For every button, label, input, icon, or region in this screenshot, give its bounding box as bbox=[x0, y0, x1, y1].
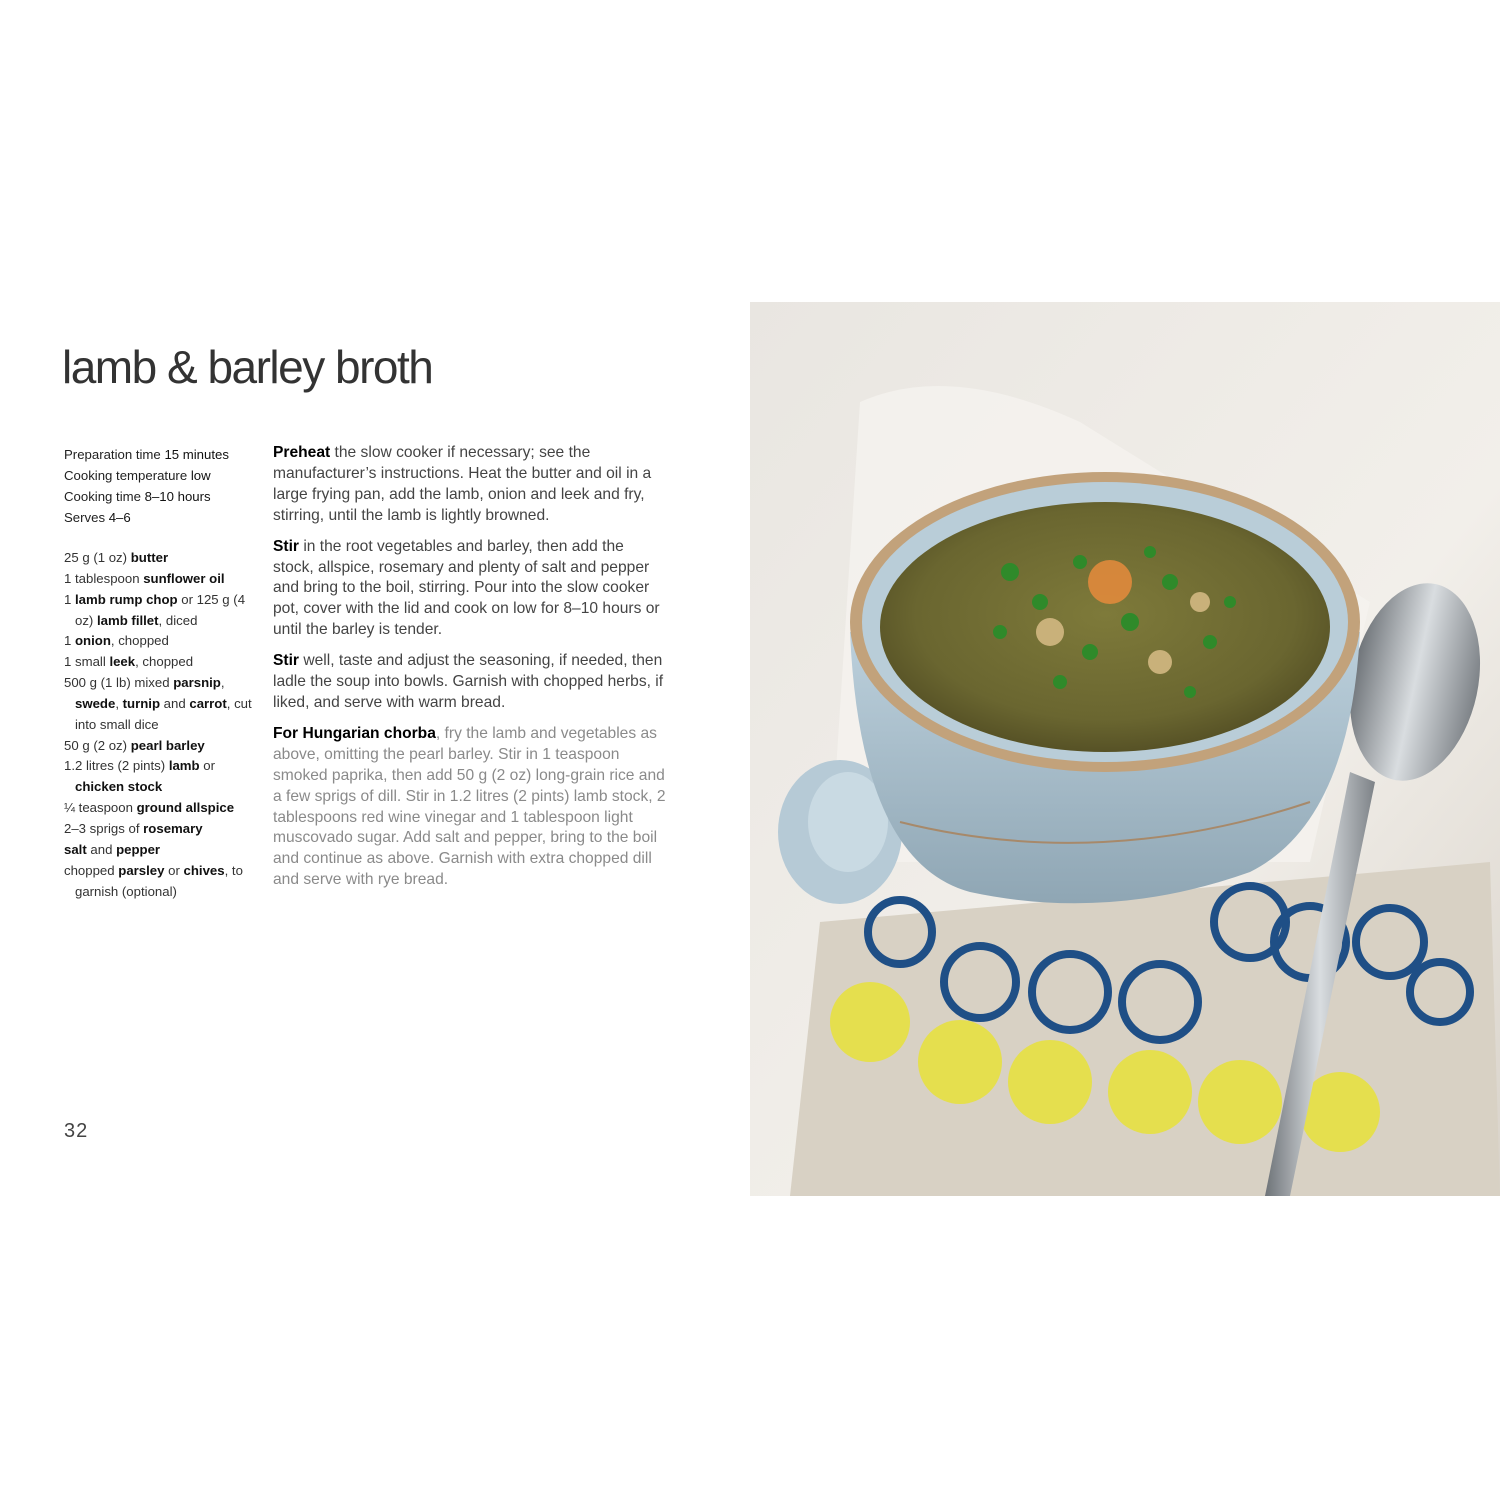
page-number: 32 bbox=[64, 1120, 89, 1142]
meta-cooking-time: Cooking time 8–10 hours bbox=[64, 489, 211, 504]
soup-photo bbox=[750, 302, 1500, 1196]
ingredient-item: 500 g (1 lb) mixed parsnip, swede, turnip and carrot, cut into small dice bbox=[64, 675, 252, 732]
ingredient-item: ¼ teaspoon ground allspice bbox=[64, 800, 235, 816]
meta-prep-time: Preparation time 15 minutes bbox=[64, 447, 229, 462]
ingredient-item: 1.2 litres (2 pints) lamb or chicken stock bbox=[64, 758, 215, 795]
ingredient-item: 1 tablespoon sunflower oil bbox=[64, 570, 225, 586]
ingredient-item: 2–3 sprigs of rosemary bbox=[64, 820, 203, 836]
method-step-preheat: Preheat the slow cooker if necessary; see the manufacturer’s instructions. Heat the butter and oil in a large frying pan, add the lamb, onion and leek and fry, stirring, until the lamb is lightly browned. bbox=[273, 444, 652, 524]
ingredient-item: 25 g (1 oz) butter bbox=[64, 550, 169, 565]
ingredient-item: 50 g (2 oz) pearl barley bbox=[64, 737, 205, 753]
ingredient-item: 1 small leek, chopped bbox=[64, 654, 194, 670]
method-step-stir-in: Stir in the root vegetables and barley, then add the stock, allspice, rosemary and plenty of salt and pepper and bring to the boil, stirring. Pour into the slow cooker pot, cover with the lid and cook on low for 8–10 hours or until the barley is tender. bbox=[273, 537, 660, 639]
method-step-stir-well: Stir well, taste and adjust the seasoning, if needed, then ladle the soup into bowls. Garnish with chopped herbs, if liked, and serve with warm bread. bbox=[273, 652, 664, 711]
ingredient-item: 1 lamb rump chop or 125 g (4 oz) lamb fillet, diced bbox=[64, 591, 246, 628]
meta-cooking-temperature: Cooking temperature low bbox=[64, 468, 211, 483]
soup-bowl-illustration bbox=[750, 302, 1500, 1196]
meta-serves: Serves 4–6 bbox=[64, 510, 131, 525]
recipe-meta bbox=[64, 444, 264, 528]
method-text bbox=[273, 443, 668, 901]
ingredients-list bbox=[64, 548, 264, 902]
ingredient-item: chopped parsley or chives, to garnish (optional) bbox=[64, 862, 243, 899]
ingredient-item: 1 onion, chopped bbox=[64, 633, 169, 649]
ingredient-item: salt and pepper bbox=[64, 841, 161, 857]
page-title: lamb & barley broth bbox=[62, 341, 433, 393]
variation-hungarian-chorba: For Hungarian chorba, fry the lamb and vegetables as above, omitting the pearl barley. Stir in 1 teaspoon smoked paprika, then add 50 g (2 oz) long-grain rice and a few sprigs of dill. Stir in 1.2 litres (2 pints) lamb stock, 2 tablespoons red wine vinegar and 1 tablespoon light muscovado sugar. Add salt and pepper, bring to the boil and continue as above. Garnish with extra chopped dill and serve with rye bread. bbox=[273, 724, 666, 889]
